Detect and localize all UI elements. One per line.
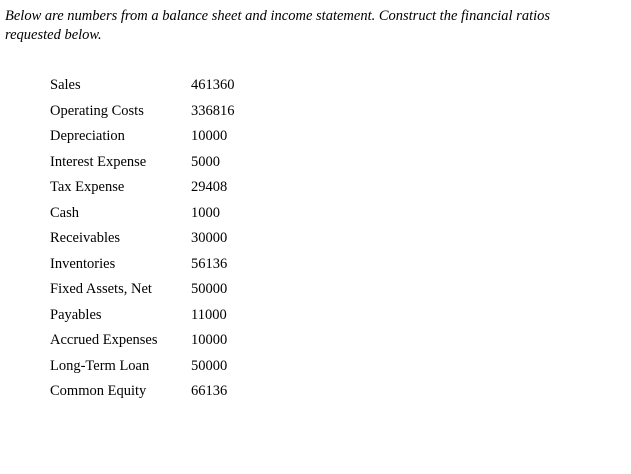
table-row <box>45 379 235 405</box>
item-value: 29408 <box>191 179 228 196</box>
table-row <box>45 201 235 227</box>
item-value: 10000 <box>191 128 228 145</box>
item-label: Interest Expense <box>50 153 147 170</box>
table-row <box>45 328 235 354</box>
item-value: 66136 <box>191 383 228 400</box>
item-value: 30000 <box>191 230 228 247</box>
instructions-text <box>5 7 625 45</box>
item-value: 56136 <box>191 255 228 272</box>
financial-data-table <box>45 73 235 405</box>
table-row <box>45 175 235 201</box>
item-label: Common Equity <box>50 383 147 400</box>
instructions-line-1: Below are numbers from a balance sheet and income statement. Construct the financial ratios <box>5 8 551 24</box>
table-row <box>45 252 235 278</box>
instructions-line-2: requested below. <box>5 27 102 43</box>
item-value: 1000 <box>191 204 220 221</box>
item-label: Long-Term Loan <box>50 357 150 374</box>
table-row <box>45 303 235 329</box>
item-label: Accrued Expenses <box>50 332 158 349</box>
item-value: 50000 <box>191 357 228 374</box>
item-label: Operating Costs <box>50 102 144 119</box>
item-value: 10000 <box>191 332 228 349</box>
item-label: Cash <box>50 204 79 221</box>
item-value: 5000 <box>191 153 220 170</box>
item-label: Receivables <box>50 230 121 247</box>
item-value: 336816 <box>191 102 235 119</box>
table-row <box>45 226 235 252</box>
table-row <box>45 124 235 150</box>
item-label: Fixed Assets, Net <box>50 281 152 298</box>
table-row <box>45 354 235 380</box>
item-value: 461360 <box>191 77 235 94</box>
item-label: Payables <box>50 306 102 323</box>
item-label: Inventories <box>50 255 116 272</box>
item-label: Sales <box>50 77 81 94</box>
item-value: 50000 <box>191 281 228 298</box>
table-row <box>45 73 235 99</box>
table-row <box>45 99 235 125</box>
table-row <box>45 150 235 176</box>
item-label: Depreciation <box>50 128 125 145</box>
table-row <box>45 277 235 303</box>
item-label: Tax Expense <box>50 179 125 196</box>
item-value: 11000 <box>191 306 227 323</box>
